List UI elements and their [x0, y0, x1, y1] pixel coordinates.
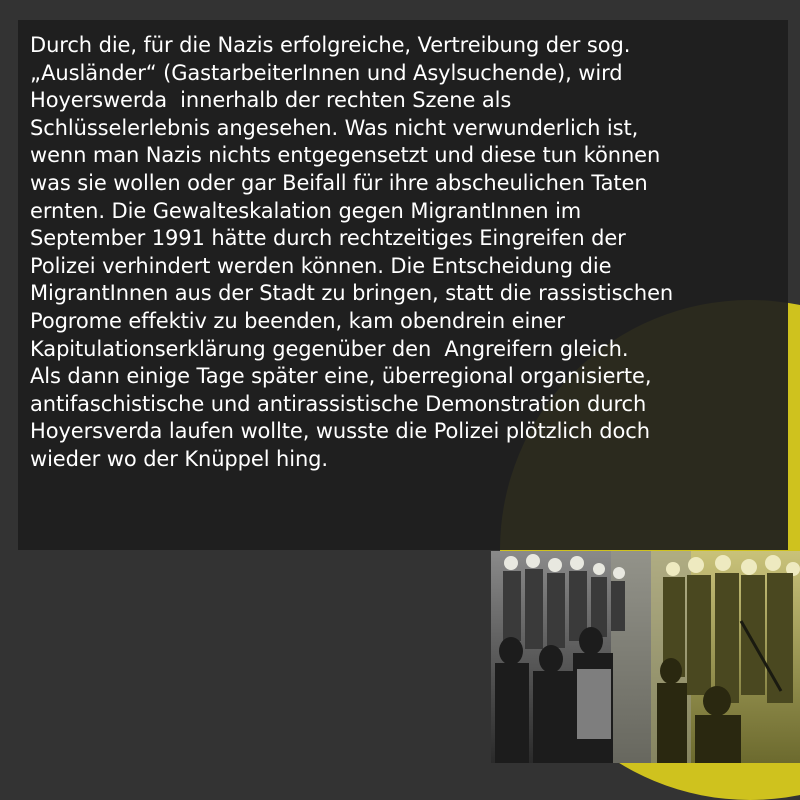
- protest-photo: [491, 551, 800, 763]
- body-text: Durch die, für die Nazis erfolgreiche, Vertreibung der sog. „Ausländer“ (GastarbeiterInnen und Asylsuchende), wird Hoyerswerda innerhalb der rechten Szene als Schlüsselerlebnis angesehen. Was nicht verwunderlich ist, wenn man Nazis nichts entgegensetzt und diese tun können was sie wollen oder gar Beifall für ihre abscheulichen Taten ernten. Die Gewalteskalation gegen MigrantInnen im September 1991 hätte durch rechtzeitiges Eingreifen der Polizei verhindert werden können. Die Entscheidung die MigrantInnen aus der Stadt zu bringen, statt die rassistischen Pogrome effektiv zu beenden, kam obendrein einer Kapitulationserklärung gegenüber den Angreifern gleich. Als dann einige Tage später eine, überregional organisierte, antifaschistische und antirassistische Demonstration durch Hoyersverda laufen wollte, wusste die Polizei plötzlich doch wieder wo der Knüppel hing.: [30, 33, 674, 471]
- text-panel: [18, 20, 788, 550]
